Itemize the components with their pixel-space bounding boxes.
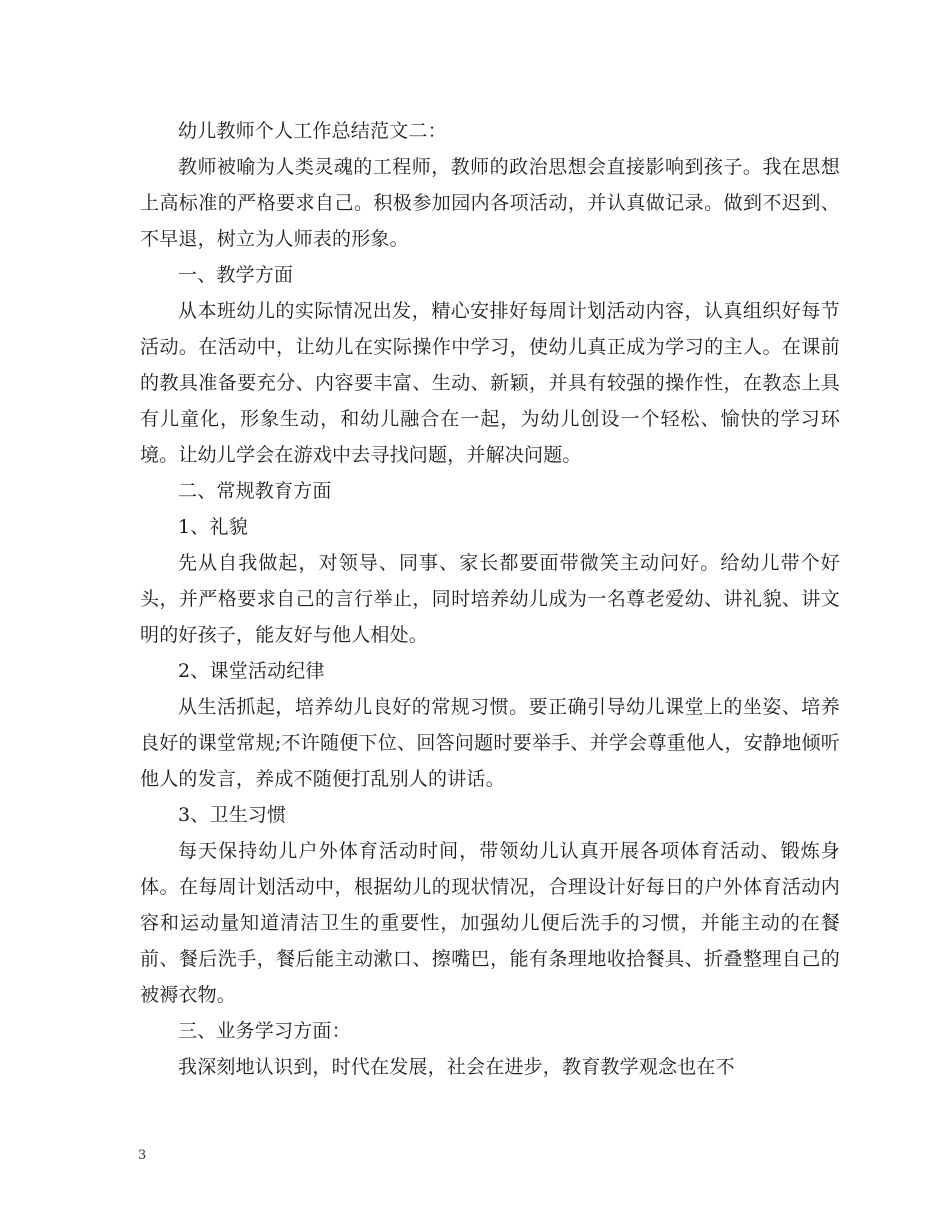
subsection-heading-class-discipline: 2、课堂活动纪律	[178, 660, 325, 682]
subsection-body-manners: 先从自我做起，对领导、同事、家长都要面带微笑主动问好。给幼儿带个好头，并严格要求自己的言行举止，同时培养幼儿成为一名尊老爱幼、讲礼貌、讲文明的好孩子，能友好与他人相处。	[140, 552, 840, 646]
subsection-body-class-discipline: 从生活抓起，培养幼儿良好的常规习惯。要正确引导幼儿课堂上的坐姿、培养良好的课堂常规;不许随便下位、回答问题时要举手、并学会尊重他人，安静地倾听他人的发言，养成不随便打乱别人的讲话。	[140, 696, 840, 790]
document-body	[140, 113, 840, 1085]
subsection-heading-manners: 1、礼貌	[178, 516, 248, 538]
subsection-heading-hygiene: 3、卫生习惯	[178, 804, 287, 826]
subsection-body-hygiene: 每天保持幼儿户外体育活动时间，带领幼儿认真开展各项体育活动、锻炼身体。在每周计划活动中，根据幼儿的现状情况，合理设计好每日的户外体育活动内容和运动量知道清洁卫生的重要性，加强幼儿便后洗手的习惯，并能主动的在餐前、餐后洗手，餐后能主动漱口、擦嘴巴，能有条理地收拾餐具、折叠整理自己的被褥衣物。	[140, 840, 840, 1006]
page-number: 3	[138, 1148, 147, 1163]
intro-paragraph: 教师被喻为人类灵魂的工程师，教师的政治思想会直接影响到孩子。我在思想上高标准的严格要求自己。积极参加园内各项活动，并认真做记录。做到不迟到、不早退，树立为人师表的形象。	[140, 156, 840, 250]
section-body-professional-study: 我深刻地认识到，时代在发展，社会在进步，教育教学观念也在不	[178, 1056, 735, 1078]
document-title: 幼儿教师个人工作总结范文二：	[178, 120, 447, 142]
section-heading-routine-education: 二、常规教育方面	[178, 480, 332, 502]
section-heading-teaching: 一、教学方面	[178, 264, 294, 286]
section-heading-professional-study: 三、业务学习方面：	[178, 1020, 351, 1042]
section-body-teaching: 从本班幼儿的实际情况出发，精心安排好每周计划活动内容，认真组织好每节活动。在活动中，让幼儿在实际操作中学习，使幼儿真正成为学习的主人。在课前的教具准备要充分、内容要丰富、生动、新颖，并具有较强的操作性，在教态上具有儿童化，形象生动，和幼儿融合在一起，为幼儿创设一个轻松、愉快的学习环境。让幼儿学会在游戏中去寻找问题，并解决问题。	[140, 300, 840, 466]
